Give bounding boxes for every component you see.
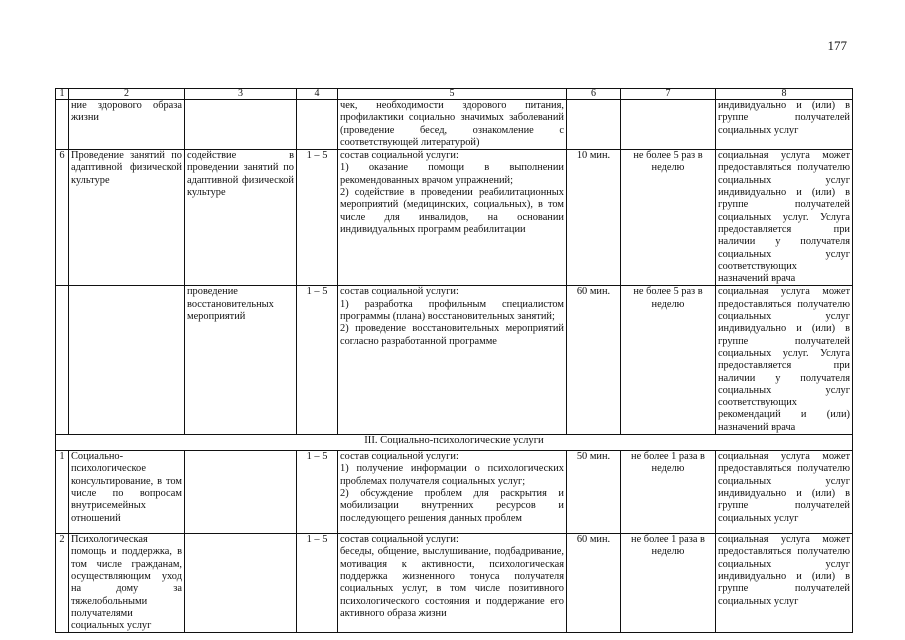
content-line: состав социальной услуги: [340,534,459,546]
content-line: состав социальной услуги: [340,150,459,162]
service-name: Психологическая помощь и поддержка, в том числе гражданам, осуществляющим уход на дому за тяжелобольными получателями социальных услуг [69,534,185,633]
row-number: 2 [56,534,69,633]
service-frequency: не более 1 раза в неделю [621,451,716,534]
service-content [338,286,567,435]
service-content: чек, необходимости здорового питания, профилактики социально значимых заболеваний (проведение бесед, ознакомление с соответствующей литературой) [338,100,567,150]
content-line: состав социальной услуги: [340,451,459,463]
service-condition: социальная услуга может предоставляться получателю социальных услуг индивидуально и (или) в группе получателей социальных услуг [716,451,853,534]
service-period: 1 – 5 [297,451,338,534]
header-cell: 2 [69,89,185,100]
header-cell: 6 [567,89,621,100]
table-row [56,286,853,435]
service-name [69,286,185,435]
header-cell: 1 [56,89,69,100]
service-frequency [621,100,716,150]
service-time: 50 мин. [567,451,621,534]
service-condition: социальная услуга может предоставляться получателю социальных услуг индивидуально и (или) в группе получателей социальных услуг. Услуга предоставляется при наличии у получателя социальных услуг соответствующих назначений врача [716,150,853,286]
row-number: 1 [56,451,69,534]
header-cell: 5 [338,89,567,100]
service-frequency: не более 1 раза в неделю [621,534,716,633]
service-period: 1 – 5 [297,534,338,633]
service-content [338,451,567,534]
service-time [567,100,621,150]
service-name: Социально-психологическое консультирование, в том числе по вопросам внутрисемейных отношений [69,451,185,534]
service-condition: индивидуально и (или) в группе получателей социальных услуг [716,100,853,150]
content-line: 1) получение информации о психологических проблемах получателя социальных услуг; [340,463,564,487]
service-condition: социальная услуга может предоставляться получателю социальных услуг индивидуально и (или) в группе получателей социальных услуг. Услуга предоставляется при наличии у получателя социальных услуг соответствующих рекомендаций и (или) назначений врача [716,286,853,435]
row-number [56,100,69,150]
content-line: состав социальной услуги: [340,286,459,298]
content-line: 2) проведение восстановительных мероприятий согласно разработанной программе [340,323,564,347]
service-period: 1 – 5 [297,150,338,286]
service-measure: проведение восстановительных мероприятий [185,286,297,435]
service-period [297,100,338,150]
header-cell: 3 [185,89,297,100]
section-row [56,435,853,451]
service-measure [185,451,297,534]
services-table [55,88,853,633]
row-number [56,286,69,435]
header-cell: 4 [297,89,338,100]
table-row [56,150,853,286]
header-row [56,89,853,100]
service-frequency: не более 5 раз в неделю [621,286,716,435]
service-content [338,534,567,633]
service-frequency: не более 5 раз в неделю [621,150,716,286]
content-line: 1) разработка профильным специалистом программы (плана) восстановительных занятий; [340,298,564,323]
header-cell: 8 [716,89,853,100]
table-row [56,451,853,534]
service-name: Проведение занятий по адаптивной физической культуре [69,150,185,286]
content-line: 1) оказание помощи в выполнении рекомендованных врачом упражнений; [340,162,564,186]
content-line: 2) обсуждение проблем для раскрытия и мобилизации внутренних ресурсов и последующего решения данных проблем [340,487,564,524]
service-time: 60 мин. [567,286,621,435]
service-period: 1 – 5 [297,286,338,435]
section-title: III. Социально-психологические услуги [56,435,853,451]
service-time: 10 мин. [567,150,621,286]
content-line: беседы, общение, выслушивание, подбадривание, мотивация к активности, психологическая поддержка жизненного тонуса получателя социальных услуг, в том числе позитивного психологического состояния и поддержание его активного образа жизни [340,546,564,619]
service-name: ние здорового образа жизни [69,100,185,150]
service-measure [185,100,297,150]
table-row [56,100,853,150]
page-number: 177 [827,38,847,53]
row-number: 6 [56,150,69,286]
header-cell: 7 [621,89,716,100]
table-row [56,534,853,633]
content-line: 2) содействие в проведении реабилитационных мероприятий (медицинских, социальных), в том числе для инвалидов, на основании индивидуальных программ реабилитации [340,187,564,235]
service-content [338,150,567,286]
service-measure [185,534,297,633]
service-time: 60 мин. [567,534,621,633]
service-measure: содействие в проведении занятий по адаптивной физической культуре [185,150,297,286]
service-condition: социальная услуга может предоставляться получателю социальных услуг индивидуально и (или) в группе получателей социальных услуг [716,534,853,633]
